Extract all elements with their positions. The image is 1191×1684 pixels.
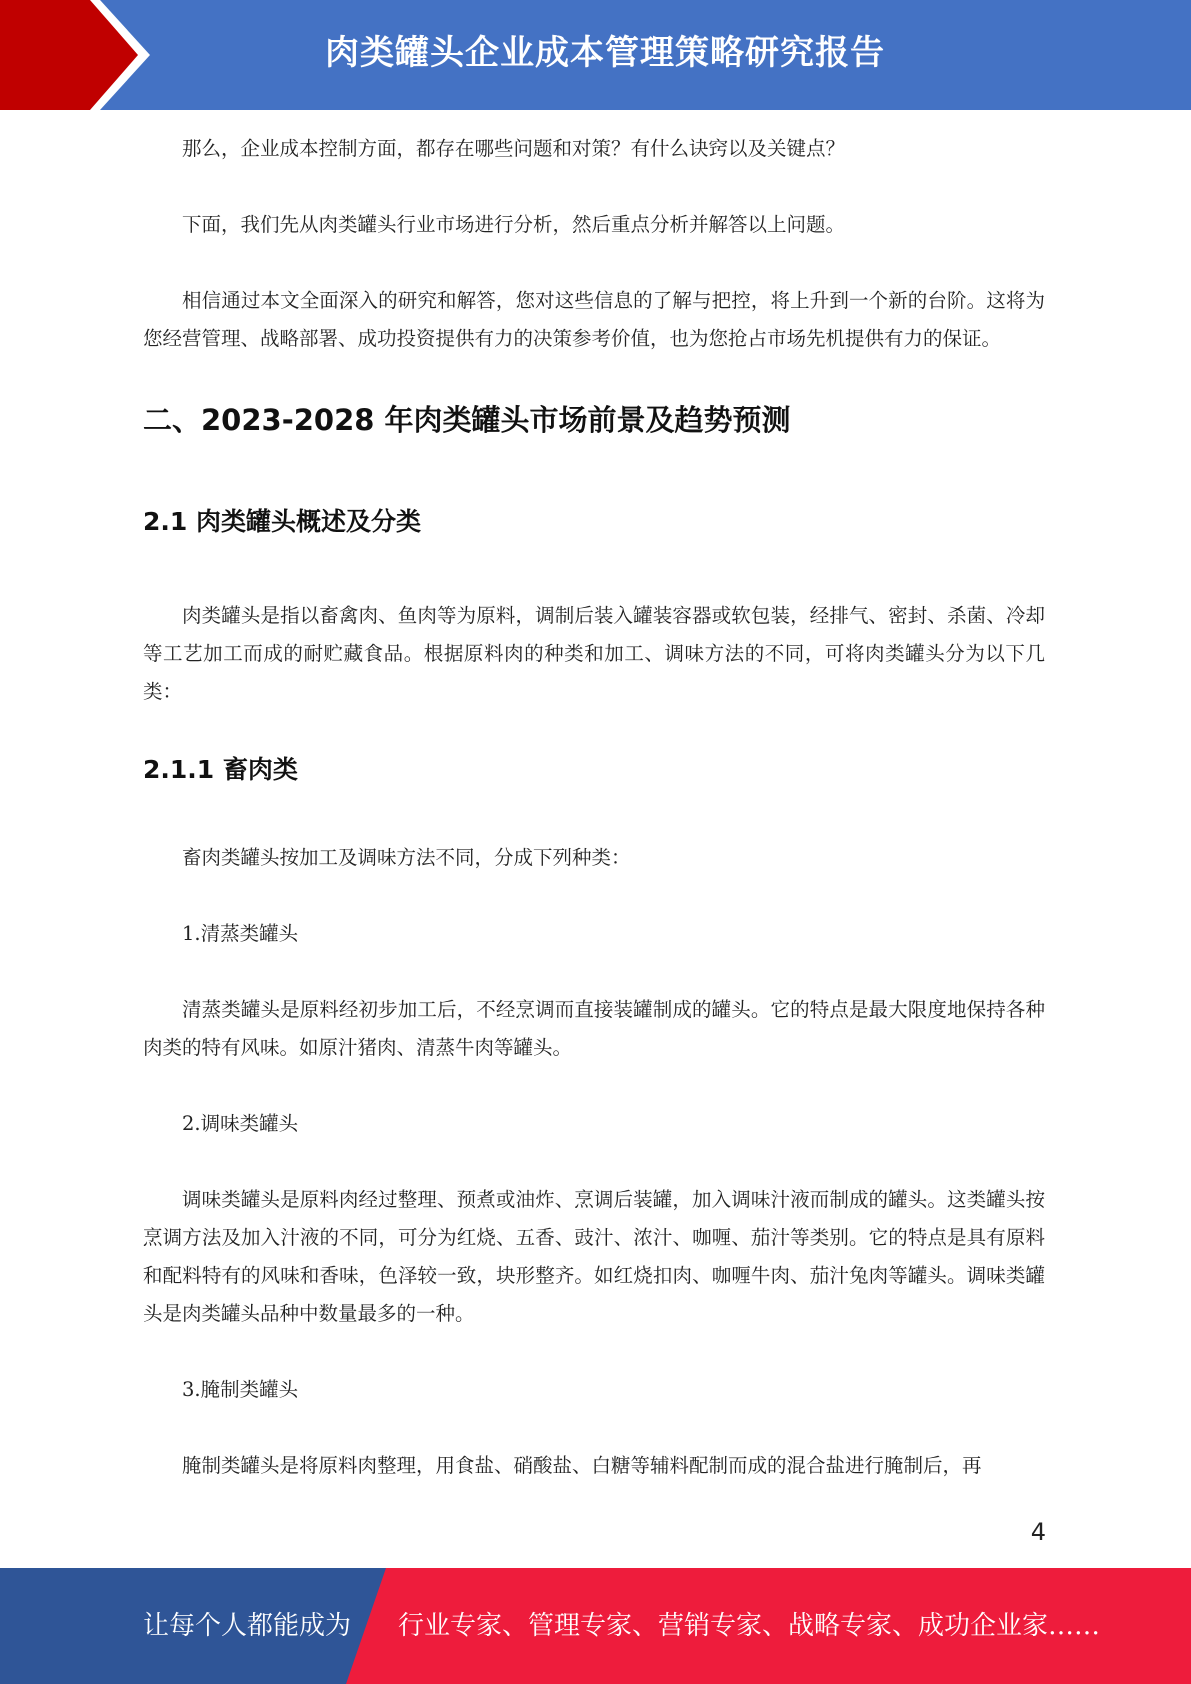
paragraph-intro-plan: 下面，我们先从肉类罐头行业市场进行分析，然后重点分析并解答以上问题。 bbox=[182, 213, 846, 236]
page-header bbox=[0, 0, 1191, 110]
section-heading: 二、2023-2028 年肉类罐头市场前景及趋势预测 bbox=[143, 403, 791, 437]
footer-slogan-right: 行业专家、管理专家、营销专家、战略专家、成功企业家…… bbox=[398, 1611, 1101, 1641]
paragraph-intro-value: 相信通过本文全面深入的研究和解答，您对这些信息的了解与把控，将上升到一个新的台阶。这将为您经营管理、战略部署、成功投资提供有力的决策参考价值，也为您抢占市场先机提供有力的保证。 bbox=[143, 289, 1045, 350]
list-item-text-3: 腌制类罐头是将原料肉整理，用食盐、硝酸盐、白糖等辅料配制而成的混合盐进行腌制后，再 bbox=[182, 1454, 982, 1477]
list-item-title-1: 1.清蒸类罐头 bbox=[182, 922, 299, 945]
page-footer bbox=[0, 1568, 1191, 1684]
page-number: 4 bbox=[1030, 1518, 1046, 1546]
list-item-title-2: 2.调味类罐头 bbox=[182, 1112, 299, 1135]
list-item-title-3: 3.腌制类罐头 bbox=[182, 1378, 299, 1401]
list-item-text-1: 清蒸类罐头是原料经初步加工后，不经烹调而直接装罐制成的罐头。它的特点是最大限度地保持各种肉类的特有风味。如原汁猪肉、清蒸牛肉等罐头。 bbox=[143, 998, 1045, 1059]
paragraph-overview: 肉类罐头是指以畜禽肉、鱼肉等为原料，调制后装入罐装容器或软包装，经排气、密封、杀菌、冷却等工艺加工而成的耐贮藏食品。根据原料肉的种类和加工、调味方法的不同，可将肉类罐头分为以下几类： bbox=[143, 604, 1045, 703]
document-body bbox=[143, 130, 1045, 1485]
header-arrow-decoration bbox=[0, 0, 160, 110]
header-arrow-red-shape bbox=[0, 0, 138, 110]
paragraph-livestock-intro: 畜肉类罐头按加工及调味方法不同，分成下列种类： bbox=[182, 846, 631, 869]
subsubsection-heading: 2.1.1 畜肉类 bbox=[143, 755, 298, 784]
footer-slogan-left: 让每个人都能成为 bbox=[143, 1611, 352, 1641]
report-title: 肉类罐头企业成本管理策略研究报告 bbox=[325, 33, 885, 73]
list-item-text-2: 调味类罐头是原料肉经过整理、预煮或油炸、烹调后装罐，加入调味汁液而制成的罐头。这类罐头按烹调方法及加入汁液的不同，可分为红烧、五香、豉汁、浓汁、咖喱、茄汁等类别。它的特点是具有原料和配料特有的风味和香味，色泽较一致，块形整齐。如红烧扣肉、咖喱牛肉、茄汁兔肉等罐头。调味类罐头是肉类罐头品种中数量最多的一种。 bbox=[143, 1188, 1045, 1325]
paragraph-intro-question: 那么，企业成本控制方面，都存在哪些问题和对策？有什么诀窍以及关键点？ bbox=[182, 137, 846, 160]
subsection-heading: 2.1 肉类罐头概述及分类 bbox=[143, 507, 421, 536]
